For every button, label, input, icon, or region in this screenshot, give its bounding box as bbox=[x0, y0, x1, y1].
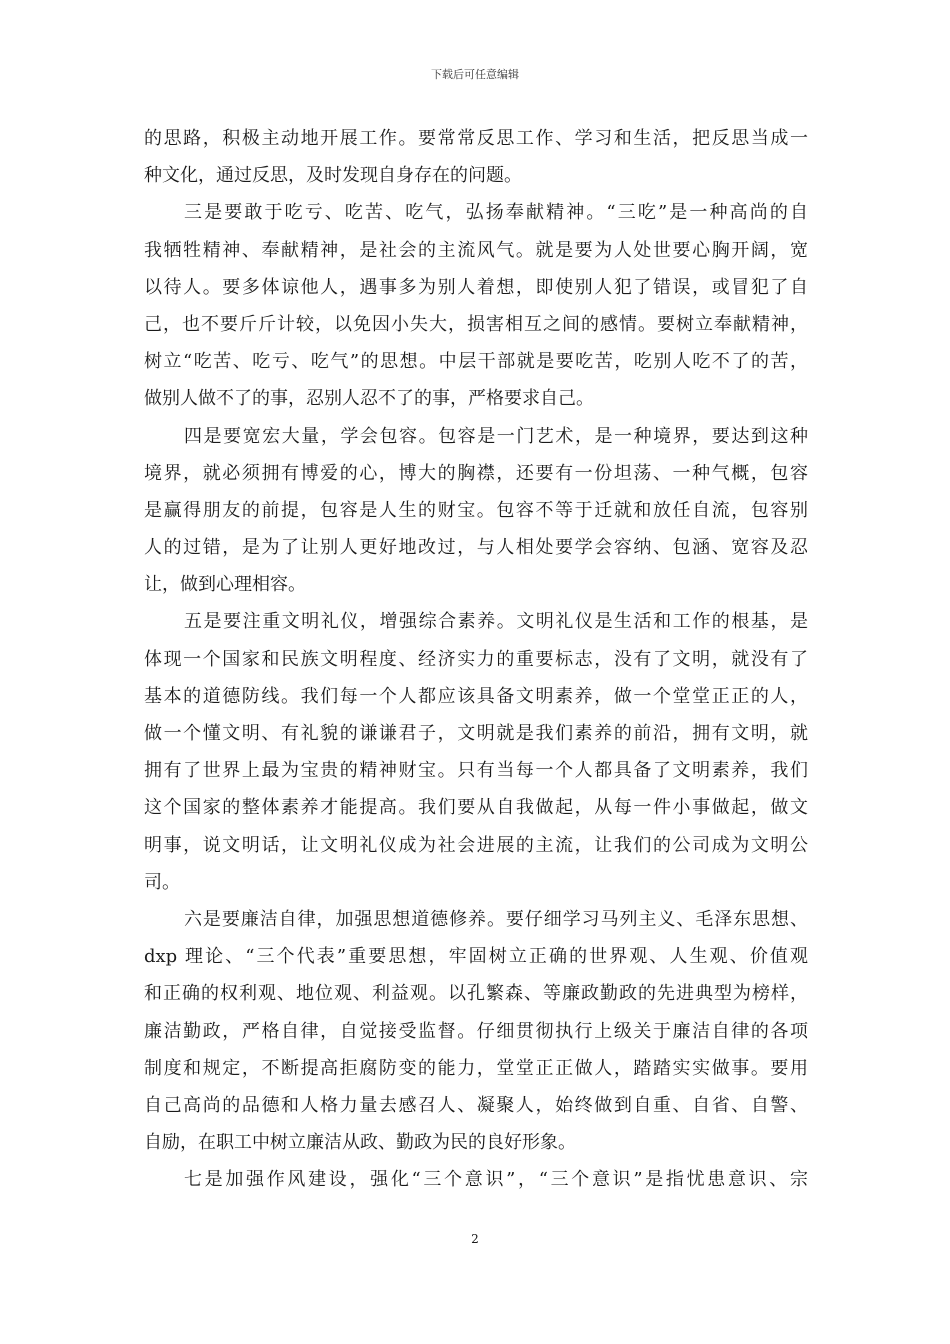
text-line: 五是要注重文明礼仪，增强综合素养。文明礼仪是生活和工作的根基，是 bbox=[184, 611, 808, 633]
text-line: 树立“吃苦、吃亏、吃气”的思想。中层干部就是要吃苦，吃别人吃不了的苦， bbox=[144, 351, 808, 373]
paragraph bbox=[144, 1161, 808, 1198]
text-line: 己，也不要斤斤计较，以免因小失大，损害相互之间的感情。要树立奉献精神， bbox=[144, 313, 808, 335]
text-line: 做别人做不了的事，忍别人忍不了的事，严格要求自己。 bbox=[144, 388, 594, 410]
text-line: 以待人。要多体谅他人，遇事多为别人着想，即使别人犯了错误，或冒犯了自 bbox=[144, 276, 808, 298]
text-line: 六是要廉洁自律，加强思想道德修养。要仔细学习马列主义、毛泽东思想、 bbox=[184, 908, 808, 930]
text-line: 自励，在职工中树立廉洁从政、勤政为民的良好形象。 bbox=[144, 1132, 576, 1154]
text-line: 这个国家的整体素养才能提高。我们要从自我做起，从每一件小事做起，做文 bbox=[144, 797, 808, 819]
text-line: 制度和规定，不断提高拒腐防变的能力，堂堂正正做人，踏踏实实做事。要用 bbox=[144, 1057, 808, 1079]
text-line: 体现一个国家和民族文明程度、经济实力的重要标志，没有了文明，就没有了 bbox=[144, 648, 808, 670]
text-line: 我牺牲精神、奉献精神，是社会的主流风气。就是要为人处世要心胸开阔，宽 bbox=[144, 239, 808, 261]
text-line: 境界，就必须拥有博爱的心，博大的胸襟，还要有一份坦荡、一种气概，包容 bbox=[144, 462, 808, 484]
paragraph bbox=[144, 194, 808, 417]
text-line: 做一个懂文明、有礼貌的谦谦君子，文明就是我们素养的前沿，拥有文明，就 bbox=[144, 723, 808, 744]
text-line: 基本的道德防线。我们每一个人都应该具备文明素养，做一个堂堂正正的人， bbox=[144, 685, 808, 707]
paragraph bbox=[144, 418, 808, 604]
text-line: 和正确的权利观、地位观、利益观。以孔繁森、等廉政勤政的先进典型为榜样， bbox=[144, 983, 808, 1005]
page-number: 2 bbox=[471, 1232, 479, 1246]
document-body bbox=[144, 120, 808, 1198]
paragraph bbox=[144, 120, 808, 194]
text-line: 明事，说文明话，让文明礼仪成为社会进展的主流，让我们的公司成为文明公 bbox=[144, 834, 808, 856]
text-line: 让，做到心理相容。 bbox=[144, 574, 306, 596]
text-line: 自己高尚的品德和人格力量去感召人、凝聚人，始终做到自重、自省、自警、 bbox=[144, 1094, 808, 1116]
text-line: dxp 理论、“三个代表”重要思想，牢固树立正确的世界观、人生观、价值观 bbox=[144, 946, 808, 968]
text-line: 拥有了世界上最为宝贵的精神财宝。只有当每一个人都具备了文明素养，我们 bbox=[144, 760, 808, 782]
paragraph bbox=[144, 603, 808, 901]
text-line: 司。 bbox=[144, 871, 180, 893]
text-line: 种文化，通过反思，及时发现自身存在的问题。 bbox=[144, 165, 522, 187]
text-line: 的思路，积极主动地开展工作。要常常反思工作、学习和生活，把反思当成一 bbox=[144, 128, 808, 149]
text-line: 是赢得朋友的前提，包容是人生的财宝。包容不等于迁就和放任自流，包容别 bbox=[144, 499, 808, 521]
page-header: 下载后可任意编辑 bbox=[431, 68, 519, 81]
text-line: 人的过错，是为了让别人更好地改过，与人相处要学会容纳、包涵、宽容及忍 bbox=[144, 537, 808, 559]
text-line: 三是要敢于吃亏、吃苦、吃气，弘扬奉献精神。“三吃”是一种高尚的自 bbox=[184, 202, 808, 224]
text-line: 四是要宽宏大量，学会包容。包容是一门艺术，是一种境界，要达到这种 bbox=[184, 425, 808, 447]
text-line: 七是加强作风建设，强化“三个意识”，“三个意识”是指忧患意识、宗 bbox=[184, 1169, 808, 1191]
text-line: 廉洁勤政，严格自律，自觉接受监督。仔细贯彻执行上级关于廉洁自律的各项 bbox=[144, 1020, 808, 1042]
paragraph bbox=[144, 901, 808, 1161]
